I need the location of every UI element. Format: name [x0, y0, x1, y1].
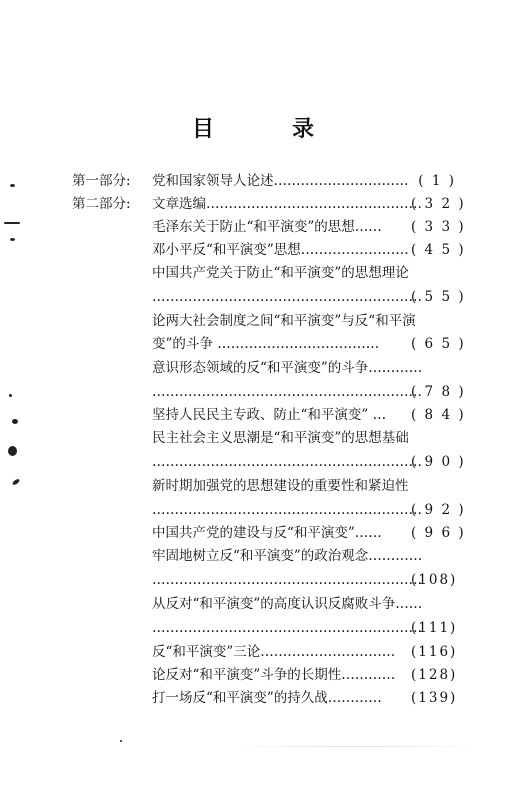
toc-entry-title: 中国共产党的建设与反“和平演变”……: [152, 525, 382, 541]
toc-entry: [0, 333, 506, 355]
toc-part-label: 第二部分:: [72, 196, 131, 212]
toc-entry: [0, 687, 506, 709]
toc-entry: [0, 641, 506, 663]
toc-entry-title: ……………………………………………………: [152, 572, 422, 588]
page-title: 目 录: [191, 117, 342, 142]
toc-entry: [0, 357, 506, 379]
toc-page-number: ( 7 8 ): [411, 384, 466, 400]
toc-entry-title: 论反对“和平演变”斗争的长期性…………: [152, 667, 396, 683]
toc-entry: [0, 404, 506, 426]
toc-page-number: (139): [411, 690, 458, 706]
toc-entry-title: 牢固地树立反“和平演变”的政治观念…………: [152, 548, 423, 564]
toc-entry-title: 毛泽东关于防止“和平演变”的思想……: [152, 219, 382, 235]
toc-entry-title: 打一场反“和平演变”的持久战…………: [152, 690, 382, 706]
toc-entry: [0, 427, 506, 449]
toc-entry: [0, 545, 506, 567]
toc-entry: [0, 239, 506, 261]
toc-entry-title: 从反对“和平演变”的高度认识反腐败斗争……: [152, 596, 423, 612]
toc-entry: [0, 617, 506, 639]
toc-entry-title: ……………………………………………………: [152, 620, 422, 636]
toc-page-number: ( 3 3 ): [411, 219, 466, 235]
toc-page-number: (116): [411, 644, 458, 660]
toc-entry-title: 邓小平反“和平演变”思想……………………: [152, 242, 409, 258]
scan-speck: [8, 446, 17, 456]
toc-entry-title: 文章选编…………………………………………: [152, 196, 422, 212]
toc-entry: [0, 170, 506, 192]
toc-entry-title: ……………………………………………………: [152, 289, 422, 305]
toc-entry-title: 民主社会主义思潮是“和平演变”的思想基础: [152, 430, 409, 446]
toc-page-number: ( 9 2 ): [411, 502, 466, 518]
toc-entry: [0, 286, 506, 308]
toc-page-number: ( 5 5 ): [411, 289, 466, 305]
scan-speck: [10, 184, 15, 187]
toc-part-label: 第一部分:: [72, 173, 131, 189]
toc-entry-title: 反“和平演变”三论…………………………: [152, 644, 396, 660]
toc-page-number: ( 9 6 ): [411, 525, 466, 541]
toc-page-number: (108): [411, 572, 458, 588]
toc-entry-title: ……………………………………………………: [152, 454, 422, 470]
toc-entry: [0, 216, 506, 238]
toc-entry-title: 中国共产党关于防止“和平演变”的思想理论: [152, 265, 409, 281]
toc-entry: [0, 499, 506, 521]
toc-entry: [0, 593, 506, 615]
toc-page-number: ( 8 4 ): [411, 407, 466, 423]
toc-page-number: ( 3 2 ): [411, 196, 466, 212]
scan-speck: [120, 740, 122, 742]
toc-entry-title: ……………………………………………………: [152, 502, 422, 518]
toc-entry: [0, 664, 506, 686]
toc-entry: [0, 381, 506, 403]
scan-speck: [12, 419, 18, 424]
toc-entry: [0, 310, 506, 332]
toc-entry-title: 坚持人民民主专政、防止“和平演变” …: [152, 407, 387, 423]
toc-entry-title: 意识形态领域的反“和平演变”的斗争…………: [152, 360, 423, 376]
toc-entry: [0, 262, 506, 284]
toc-entry: [0, 475, 506, 497]
toc-page-number: ( 1 ): [418, 173, 456, 189]
scan-shadow: [230, 746, 480, 747]
toc-page-number: (111): [411, 620, 458, 636]
toc-entry-title: ……………………………………………………: [152, 384, 422, 400]
toc-entry-title: 论两大社会制度之间“和平演变”与反“和平演: [152, 313, 416, 329]
toc-entry: [0, 569, 506, 591]
scan-speck: [4, 222, 20, 224]
scan-speck: [10, 238, 15, 241]
toc-entry: [0, 522, 506, 544]
toc-entry: [0, 451, 506, 473]
toc-page-number: (128): [411, 667, 458, 683]
toc-page-number: ( 4 5 ): [411, 242, 466, 258]
toc-entry-title: 变”的斗争 ………………………………: [152, 336, 380, 352]
toc-page-number: ( 9 0 ): [411, 454, 466, 470]
toc-entry-title: 党和国家领导人论述…………………………: [152, 173, 409, 189]
toc-entry: [0, 193, 506, 215]
toc-entry-title: 新时期加强党的思想建设的重要性和紧迫性: [152, 478, 409, 494]
scan-speck: [9, 394, 12, 397]
toc-page-number: ( 6 5 ): [411, 336, 466, 352]
